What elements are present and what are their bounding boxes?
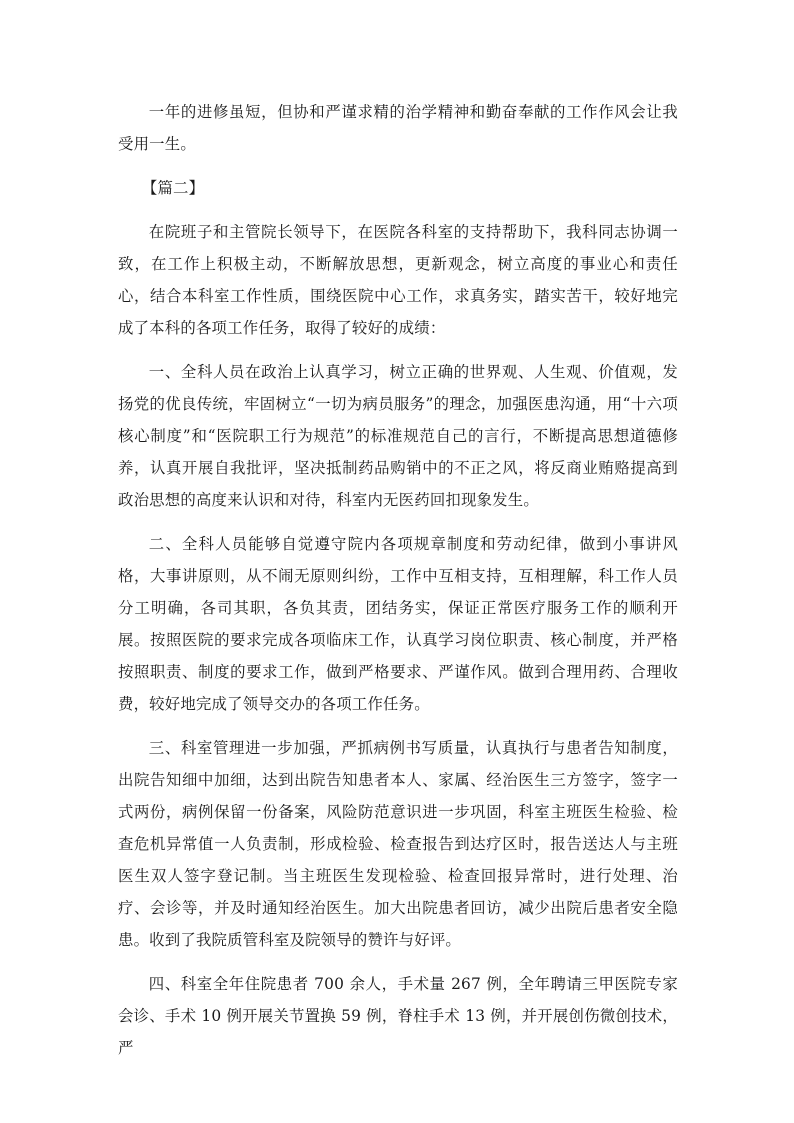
- paragraph-closing: 一年的进修虽短，但协和严谨求精的治学精神和勤奋奉献的工作作风会让我受用一生。: [118, 103, 678, 153]
- paragraph-item-3: 三、科室管理进一步加强，严抓病例书写质量，认真执行与患者告知制度，出院告知细中加细，达到出院告知患者本人、家属、经治医生三方签字，签字一式两份，病例保留一份备案，风险防范意识进一步巩固，科室主班医生检验、检查危机异常值一人负责制，形成检验、检查报告到达疗区时，报告送达人与主班医生双人签字登记制。当主班医生发现检验、检查回报异常时，进行处理、治疗、会诊等，并及时通知经治医生。加大出院患者回访，减少出院后患者安全隐患。收到了我院质管科室及院领导的赞许与好评。: [118, 739, 678, 949]
- paragraph-gap: [118, 204, 678, 216]
- paragraph-item-4: 四、科室全年住院患者 700 余人，手术量 267 例，全年聘请三甲医院专家会诊、手术 10 例开展关节置换 59 例，脊柱手术 13 例，并开展创伤微创技术，严: [118, 975, 678, 1057]
- paragraph-intro: 在院班子和主管院长领导下，在医院各科室的支持帮助下，我科同志协调一致，在工作上积极主动，不断解放思想，更新观念，树立高度的事业心和责任心，结合本科室工作性质，围绕医院中心工作，求真务实，踏实苦干，较好地完成了本科的各项工作任务，取得了较好的成绩：: [118, 223, 678, 337]
- paragraph-gap: [118, 160, 678, 172]
- paragraph-gap: [118, 516, 678, 528]
- paragraph-item-1: 一、全科人员在政治上认真学习，树立正确的世界观、人生观、价值观，发扬党的优良传统，牢固树立“一切为病员服务”的理念，加强医患沟通，用“十六项核心制度”和“医院职工行为规范”的标准规范自己的言行，不断提高思想道德修养，认真开展自我批评，坚决抵制药品购销中的不正之风，将反商业贿赂提高到政治思想的高度来认识和对待，科室内无医药回扣现象发生。: [118, 363, 678, 509]
- paragraph-gap: [118, 720, 678, 732]
- paragraph-gap: [118, 956, 678, 968]
- paragraph-item-2: 二、全科人员能够自觉遵守院内各项规章制度和劳动纪律，做到小事讲风格，大事讲原则，从不闹无原则纠纷，工作中互相支持，互相理解，科工作人员分工明确，各司其职，各负其责，团结务实，保证正常医疗服务工作的顺利开展。按照医院的要求完成各项临床工作，认真学习岗位职责、核心制度，并严格按照职责、制度的要求工作，做到严格要求、严谨作风。做到合理用药、合理收费，较好地完成了领导交办的各项工作任务。: [118, 535, 678, 713]
- paragraph-gap: [118, 344, 678, 356]
- section-heading: 【篇二】: [141, 179, 205, 197]
- document-page: [118, 96, 678, 1064]
